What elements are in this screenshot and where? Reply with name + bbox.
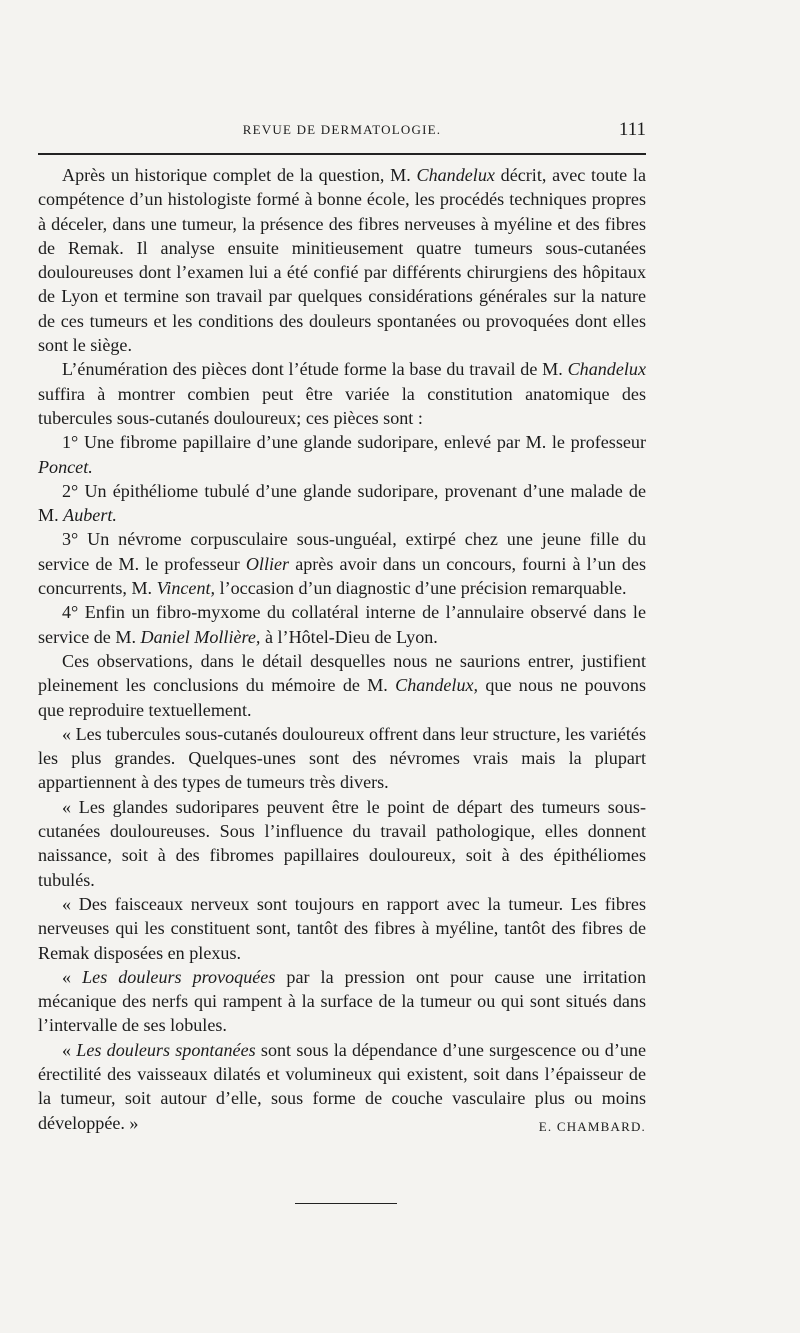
text-segment: après avoir dans un concours, fourni à l’un des concurrents, M. [38, 553, 646, 599]
header-rule [38, 153, 646, 155]
italic-text: Chandelux [416, 165, 495, 185]
end-rule [295, 1203, 397, 1204]
text-segment: Ces observations, dans le détail desquelles nous ne saurions entrer, justifient pleinement les conclusions du mémoire de M. [38, 650, 646, 696]
text-segment: « Les glandes sudoripares peuvent être le point de départ des tumeurs sous-cutanées douloureuses. Sous l’influence du travail pathologique, elles donnent naissance, soit à des fibromes papillaires douloureux, soit à des épithéliomes tubulés. [38, 796, 646, 890]
text-segment: 1° Une fibrome papillaire d’une glande sudoripare, enlevé par M. le professeur [62, 432, 646, 453]
text-segment: suffira à montrer combien peut être variée la constitution anatomique des tubercules sous-cutanés douloureux; ces pièces sont : [38, 383, 646, 428]
text-segment: par la pression ont pour cause une irritation mécanique des nerfs qui rampent à la surface de la tumeur ou qui sont situés dans l’intervalle de ses lobules. [38, 966, 647, 1036]
running-title: REVUE DE DERMATOLOGIE. [242, 122, 442, 137]
italic-text: Daniel Mollière, [140, 626, 261, 647]
paragraph-p9 [38, 795, 646, 892]
text-segment: sont sous la dépendance d’une surgescence ou d’une érectilité des vaisseaux dilatés et volumineux qui existent, soit dans l’épaisseur de la tumeur, soit autour d’elle, sous forme de couche vasculaire plus ou moins développée. » [38, 1039, 646, 1133]
paragraph-p10 [38, 892, 646, 965]
italic-text: Chandelux, [395, 675, 479, 696]
paragraph-p3 [38, 430, 646, 479]
author-signature: E. CHAMBARD. [538, 1118, 646, 1134]
italic-text: Vincent, [156, 578, 216, 599]
italic-text: Chandelux [567, 359, 646, 380]
paragraph-p11 [38, 965, 646, 1038]
paragraph-p2 [38, 357, 646, 430]
text-segment: 2° Un épithéliome tubulé d’une glande sudoripare, provenant d’une malade de M. [38, 480, 646, 526]
paragraph-p8 [38, 722, 646, 795]
text-segment: que nous ne pouvons que reproduire textuellement. [38, 675, 646, 720]
text-segment: l’occasion d’un diagnostic d’une précision remarquable. [215, 578, 627, 599]
text-segment: « [62, 1039, 77, 1060]
paragraph-p1 [38, 163, 646, 357]
paragraph-p4 [38, 479, 646, 528]
paragraph-p12 [38, 1038, 646, 1135]
paragraph-p5 [38, 527, 646, 600]
italic-text: Poncet. [38, 456, 93, 477]
article-body [38, 163, 646, 1139]
text-segment: décrit, avec toute la compétence d’un histologiste formé à bonne école, les procédés techniques propres à déceler, dans une tumeur, la présence des fibres nerveuses à myéline et des fibres de Remak. Il analyse ensuite minitieusement quatre tumeurs sous-cutanées douloureuses dont l’examen lui a été confié par différents chirurgiens des hôpitaux de Lyon et termine son travail par quelques considérations générales sur la nature de ces tumeurs et les conditions des douleurs spontanées ou provoquées dont elles sont le siège. [38, 165, 646, 356]
text-segment: Après un historique complet de la question, M. [62, 165, 417, 185]
text-segment: « Les tubercules sous-cutanés douloureux offrent dans leur structure, les variétés les plus grandes. Quelques-unes sont des névromes vrais mais la plupart appartiennent à des types de tumeurs très divers. [38, 723, 647, 793]
italic-text: Les douleurs spontanées [76, 1039, 256, 1060]
paragraph-p6 [38, 600, 646, 649]
text-segment: « Des faisceaux nerveux sont toujours en rapport avec la tumeur. Les fibres nerveuses qui les constituent sont, tantôt des fibres à myéline, tantôt des fibres de Remak disposées en plexus. [38, 893, 646, 963]
text-segment: L’énumération des pièces dont l’étude forme la base du travail de M. [62, 359, 568, 380]
text-segment: à l’Hôtel-Dieu de Lyon. [260, 626, 438, 647]
text-segment: « [62, 966, 83, 987]
italic-text: Aubert. [63, 505, 117, 526]
paragraph-p7 [38, 649, 646, 722]
italic-text: Ollier [245, 553, 290, 574]
page-header [38, 119, 646, 139]
text-segment: 3° Un névrome corpusculaire sous-unguéal, extirpé chez une jeune fille du service de M. le professeur [38, 529, 646, 574]
text-segment: 4° Enfin un fibro-myxome du collatéral interne de l’annulaire observé dans le service de M. [38, 602, 646, 647]
italic-text: Les douleurs provoquées [82, 966, 276, 987]
page-number: 111 [618, 119, 646, 140]
